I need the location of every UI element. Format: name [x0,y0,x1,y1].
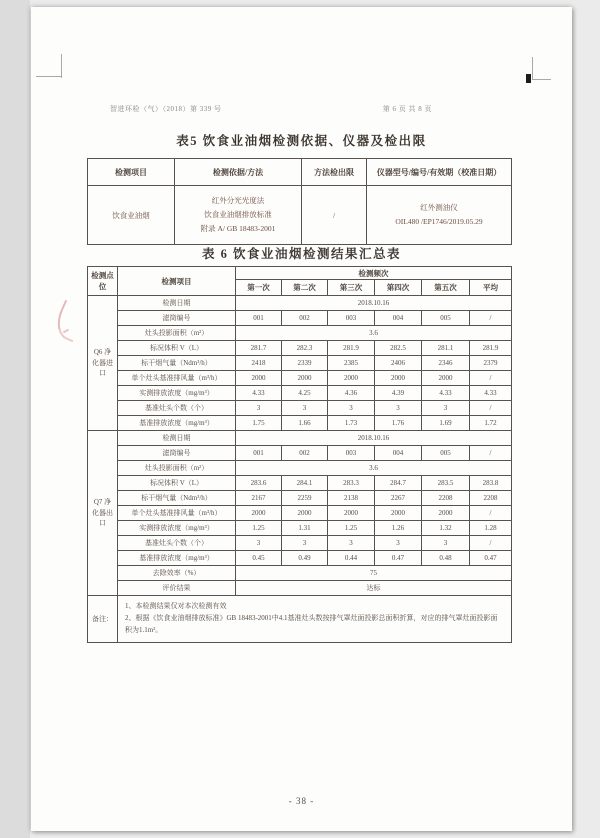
row-label: 标况体积 V（L） [118,476,236,491]
value-cell: 1.76 [375,416,422,431]
row-span-value: 75 [236,566,512,581]
value-cell: 282.5 [375,341,422,356]
row-label: 基准排放浓度（mg/m³） [118,551,236,566]
value-cell: 283.6 [236,476,282,491]
page-indicator: 第 6 页 共 8 页 [382,105,432,113]
value-cell: 3 [375,536,422,551]
value-cell: 281.1 [422,341,470,356]
row-label: 滤筒编号 [118,311,236,326]
row-label: 评价结果 [118,581,236,596]
value-cell: 3 [375,401,422,416]
value-cell: 1.75 [236,416,282,431]
value-cell: 0.49 [282,551,328,566]
table-row [88,311,512,326]
value-cell: 283.3 [328,476,375,491]
value-cell: 2000 [422,506,470,521]
value-cell: 3 [236,536,282,551]
method-line: 饮食业油烟排放标准 [204,209,272,219]
value-cell: 2000 [328,506,375,521]
value-cell: / [470,506,512,521]
value-cell: 2000 [375,506,422,521]
method-line: 附录 A/ GB 18483-2001 [200,224,276,234]
value-cell: 003 [328,446,375,461]
value-cell: 005 [422,311,470,326]
table6-title: 表 6 饮食业油烟检测结果汇总表 [201,247,401,261]
table6-header [88,267,512,296]
row-label: 单个灶头基准排风量（m³/h） [118,371,236,386]
value-cell: 2000 [375,371,422,386]
value-cell: 005 [422,446,470,461]
value-cell: 0.48 [422,551,470,566]
table-row [88,521,512,536]
sampling-point-label: Q6 净化器进口 [88,296,118,431]
row-label: 标干烟气量（Ndm³/h） [118,356,236,371]
table-row [88,536,512,551]
value-cell: 003 [328,311,375,326]
row-label: 灶头投影面积（m²） [118,461,236,476]
value-cell: 2418 [236,356,282,371]
col-header-point: 检测点位 [88,267,118,296]
item-cell: 饮食业油烟 [88,186,175,245]
table-row [88,431,512,446]
instrument-cell [367,186,512,245]
value-cell: 3 [328,401,375,416]
row-label: 实测排放浓度（mg/m³） [118,386,236,401]
value-cell: 2406 [375,356,422,371]
row-label: 标干烟气量（Ndm³/h） [118,491,236,506]
table-row [88,566,512,581]
row-label: 去除效率（%） [118,566,236,581]
value-cell: 4.33 [236,386,282,401]
value-cell: 1.26 [375,521,422,536]
table-row [88,476,512,491]
value-cell: 1.66 [282,416,328,431]
col-header-run5: 第五次 [422,280,470,296]
row-label: 基准灶头个数（个） [118,401,236,416]
instrument-line: 红外测油仪 [420,202,458,212]
row-span-value: 达标 [236,581,512,596]
col-header-run4: 第四次 [375,280,422,296]
row-label: 检测日期 [118,431,236,446]
value-cell: 3 [422,536,470,551]
remark-line: 2、根据《饮食业油烟排放标准》GB 18483-2001中4.1基准灶头数按排气罩灶面投影总面积折算，对应的排气罩灶面投影面积为1.1m²。 [125,614,498,634]
remark-text [118,596,512,643]
value-cell: 3 [328,536,375,551]
method-cell [175,186,302,245]
value-cell: 4.36 [328,386,375,401]
value-cell: 4.33 [470,386,512,401]
value-cell: 2000 [282,506,328,521]
value-cell: 2208 [470,491,512,506]
value-cell: 1.73 [328,416,375,431]
value-cell: 1.72 [470,416,512,431]
value-cell: 0.45 [236,551,282,566]
table-row [88,326,512,341]
col-header-method: 检测依据/方法 [175,159,302,186]
col-header-item: 检测项目 [88,159,175,186]
report-number: 智进环检（气）（2018）第 339 号 [110,105,222,113]
sampling-point-label: Q7 净化器出口 [88,431,118,596]
value-cell: 0.44 [328,551,375,566]
value-cell: 3 [282,401,328,416]
value-cell: / [470,371,512,386]
value-cell: / [470,446,512,461]
value-cell: 1.25 [236,521,282,536]
col-header-run3: 第三次 [328,280,375,296]
value-cell: / [470,536,512,551]
value-cell: 281.9 [328,341,375,356]
value-cell: / [470,401,512,416]
row-label: 基准排放浓度（mg/m³） [118,416,236,431]
row-label: 检测日期 [118,296,236,311]
remark-label: 备注： [88,596,118,643]
table-row [88,186,512,245]
value-cell: 3 [236,401,282,416]
col-header-instrument: 仪器型号/编号/有效期（校准日期） [367,159,512,186]
table-row [88,386,512,401]
value-cell: 2000 [236,371,282,386]
table-row [88,461,512,476]
table-row [88,581,512,596]
row-label: 灶头投影面积（m²） [118,326,236,341]
value-cell: 1.32 [422,521,470,536]
value-cell: 3 [282,536,328,551]
table6-body [88,296,512,596]
value-cell: 3 [422,401,470,416]
value-cell: 1.69 [422,416,470,431]
value-cell: 4.39 [375,386,422,401]
crop-mark-top-left-vertical [61,54,62,78]
row-label: 滤筒编号 [118,446,236,461]
value-cell: 002 [282,311,328,326]
row-span-value: 3.6 [236,326,512,341]
col-header-run2: 第二次 [282,280,328,296]
page-header [31,104,572,118]
value-cell: 2267 [375,491,422,506]
value-cell: 1.31 [282,521,328,536]
value-cell: 2000 [282,371,328,386]
crop-mark-top-left-horizontal [36,76,62,77]
table-row [88,341,512,356]
col-header-run1: 第一次 [236,280,282,296]
value-cell: 2259 [282,491,328,506]
col-header-average: 平均 [470,280,512,296]
instrument-line: OIL480 /EP1746/2019.05.29 [395,217,483,226]
value-cell: 4.33 [422,386,470,401]
table-row [88,446,512,461]
value-cell: 2000 [236,506,282,521]
value-cell: 2385 [328,356,375,371]
value-cell: 0.47 [375,551,422,566]
value-cell: 281.9 [470,341,512,356]
remark-row [88,596,512,643]
ink-mark [526,74,531,83]
value-cell: 4.25 [282,386,328,401]
row-span-value: 2018.10.16 [236,296,512,311]
value-cell: 284.1 [282,476,328,491]
table-row [88,356,512,371]
value-cell: 0.47 [470,551,512,566]
row-label: 单个灶头基准排风量（m³/h） [118,506,236,521]
value-cell: 2346 [422,356,470,371]
col-header-detection-limit: 方法检出限 [302,159,367,186]
value-cell: 1.25 [328,521,375,536]
table-row [88,551,512,566]
value-cell: 281.7 [236,341,282,356]
row-span-value: 2018.10.16 [236,431,512,446]
table-header-row [88,267,512,280]
table6-results-summary [87,266,512,643]
remark-line: 1、本检测结果仅对本次检测有效 [125,602,227,611]
value-cell: 283.8 [470,476,512,491]
row-label: 标况体积 V（L） [118,341,236,356]
value-cell: 282.3 [282,341,328,356]
value-cell: 001 [236,446,282,461]
table-header-row [88,159,512,186]
value-cell: 001 [236,311,282,326]
table-row [88,416,512,431]
value-cell: 2379 [470,356,512,371]
table-row [88,296,512,311]
table5-title: 表5 饮食业油烟检测依据、仪器及检出限 [176,134,427,148]
crop-mark-top-right-vertical [532,57,533,80]
col-header-item: 检测项目 [118,267,236,296]
value-cell: 2167 [236,491,282,506]
method-line: 红外分光光度法 [211,195,265,205]
footer-page-number: - 38 - [288,796,315,806]
crop-mark-top-right-horizontal [532,79,551,80]
value-cell: / [470,311,512,326]
table-row [88,371,512,386]
value-cell: 004 [375,311,422,326]
scan-edge-shading [0,0,30,838]
table-row [88,506,512,521]
value-cell: 1.28 [470,521,512,536]
value-cell: 283.5 [422,476,470,491]
col-header-frequency: 检测频次 [236,267,512,280]
value-cell: 002 [282,446,328,461]
value-cell: 284.7 [375,476,422,491]
detection-limit-cell: / [302,186,367,245]
row-label: 实测排放浓度（mg/m³） [118,521,236,536]
report-page [31,7,572,831]
value-cell: 2339 [282,356,328,371]
value-cell: 2208 [422,491,470,506]
value-cell: 004 [375,446,422,461]
value-cell: 2000 [328,371,375,386]
table5-method-instrument [87,158,512,245]
row-label: 基准灶头个数（个） [118,536,236,551]
table-row [88,491,512,506]
value-cell: 2000 [422,371,470,386]
value-cell: 2138 [328,491,375,506]
table-row [88,401,512,416]
table6-remark-section [88,596,512,643]
row-span-value: 3.6 [236,461,512,476]
